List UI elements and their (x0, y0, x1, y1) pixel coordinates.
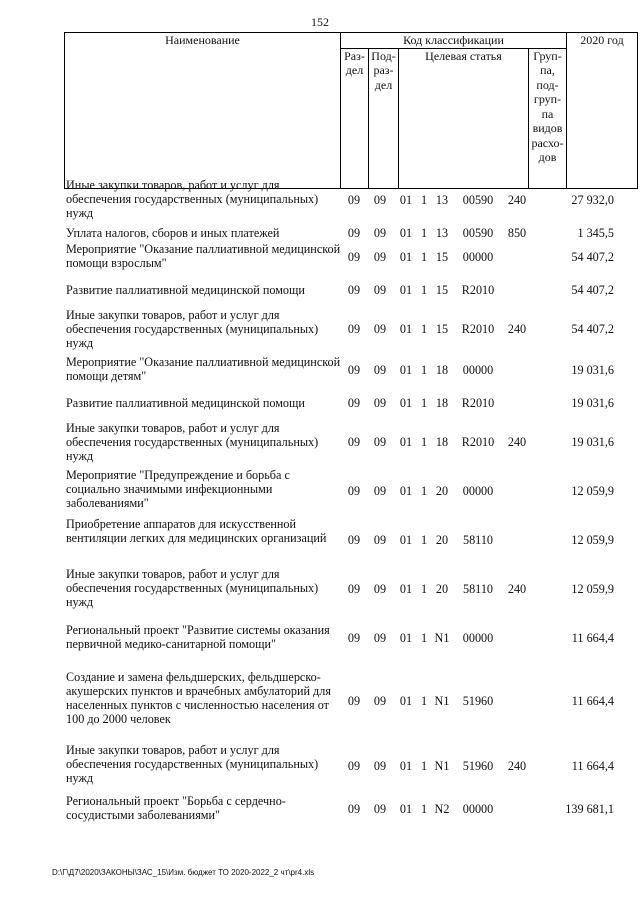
row-value: 19 031,6 (571, 363, 614, 377)
row-name: Уплата налогов, сборов и иных платежей (66, 226, 280, 240)
row-subsection: 09 (373, 484, 387, 498)
row-subsection: 09 (373, 226, 387, 240)
row-subsection: 09 (373, 435, 387, 449)
header-group: Груп- па, под- груп- па видов расхо- дов (529, 48, 567, 188)
row-subsection: 09 (373, 250, 387, 264)
row-code-1: 01 (399, 363, 413, 377)
row-section: 09 (347, 435, 361, 449)
row-value: 12 059,9 (571, 533, 614, 547)
row-subsection: 09 (373, 582, 387, 596)
header-subsection: Под- раз- дел (369, 48, 399, 188)
row-code-2: 1 (420, 363, 428, 377)
row-expense-type: 240 (507, 322, 527, 336)
row-code-3: 13 (435, 226, 449, 240)
row-name: Иные закупки товаров, работ и услуг для обеспечения государственных (муниципальных) нужд (66, 308, 319, 350)
row-subsection: 09 (373, 533, 387, 547)
row-name: Мероприятие "Оказание паллиативной медицинской помощи детям" (66, 355, 341, 383)
row-code-3: 20 (435, 484, 449, 498)
row-value: 54 407,2 (571, 283, 614, 297)
page-number: 152 (311, 15, 329, 29)
row-expense-type: 240 (507, 582, 527, 596)
row-code-1: 01 (399, 694, 413, 708)
row-code-1: 01 (399, 322, 413, 336)
row-value: 27 932,0 (571, 193, 614, 207)
row-value: 11 664,4 (571, 759, 614, 773)
row-expense-type: 850 (507, 226, 527, 240)
row-code-4: R2010 (461, 396, 495, 410)
row-subsection: 09 (373, 631, 387, 645)
row-name: Иные закупки товаров, работ и услуг для обеспечения государственных (муниципальных) нужд (66, 567, 319, 609)
row-section: 09 (347, 582, 361, 596)
header-section: Раз- дел (341, 48, 369, 188)
row-code-3: N1 (434, 759, 450, 773)
row-code-1: 01 (399, 484, 413, 498)
row-name: Развитие паллиативной медицинской помощи (66, 396, 305, 410)
row-expense-type: 240 (507, 759, 527, 773)
header-name: Наименование (65, 33, 341, 189)
row-code-4: R2010 (461, 435, 495, 449)
row-code-2: 1 (420, 250, 428, 264)
row-code-4: 00000 (462, 802, 494, 816)
row-value: 54 407,2 (571, 322, 614, 336)
row-code-4: 00590 (462, 226, 494, 240)
header-classification: Код классификации (341, 33, 567, 49)
row-code-2: 1 (420, 396, 428, 410)
row-expense-type: 240 (507, 435, 527, 449)
row-code-3: 18 (435, 396, 449, 410)
row-code-3: 18 (435, 435, 449, 449)
row-name: Иные закупки товаров, работ и услуг для обеспечения государственных (муниципальных) нужд (66, 178, 319, 220)
row-code-3: N2 (434, 802, 450, 816)
row-code-2: 1 (420, 533, 428, 547)
row-section: 09 (347, 322, 361, 336)
row-code-4: 51960 (462, 759, 494, 773)
row-code-2: 1 (420, 582, 428, 596)
header-year: 2020 год (567, 33, 638, 189)
row-code-4: 00000 (462, 631, 494, 645)
row-code-4: 00000 (462, 250, 494, 264)
row-code-4: R2010 (461, 283, 495, 297)
row-name: Иные закупки товаров, работ и услуг для обеспечения государственных (муниципальных) нужд (66, 421, 319, 463)
row-subsection: 09 (373, 363, 387, 377)
row-code-1: 01 (399, 250, 413, 264)
row-section: 09 (347, 396, 361, 410)
row-subsection: 09 (373, 694, 387, 708)
row-value: 12 059,9 (571, 484, 614, 498)
row-code-2: 1 (420, 802, 428, 816)
row-subsection: 09 (373, 283, 387, 297)
row-name: Развитие паллиативной медицинской помощи (66, 283, 305, 297)
row-subsection: 09 (373, 193, 387, 207)
row-name: Приобретение аппаратов для искусственной вентиляции легких для медицинских организаций (66, 517, 327, 545)
row-expense-type: 240 (507, 193, 527, 207)
row-code-3: N1 (434, 694, 450, 708)
row-code-1: 01 (399, 631, 413, 645)
row-subsection: 09 (373, 802, 387, 816)
row-code-1: 01 (399, 396, 413, 410)
row-value: 11 664,4 (571, 694, 614, 708)
row-name: Иные закупки товаров, работ и услуг для обеспечения государственных (муниципальных) нужд (66, 743, 319, 785)
row-code-2: 1 (420, 283, 428, 297)
row-code-2: 1 (420, 435, 428, 449)
row-code-1: 01 (399, 193, 413, 207)
row-name: Создание и замена фельдшерских, фельдшерско-акушерских пунктов и врачебных амбулаторий для населенных пунктов с численностью населения от 100 до 2000 человек (66, 670, 331, 726)
row-name: Мероприятие "Предупреждение и борьба с социально значимыми инфекционными заболеваниями" (66, 468, 290, 510)
row-code-2: 1 (420, 631, 428, 645)
row-value: 139 681,1 (565, 802, 614, 816)
row-code-3: 20 (435, 582, 449, 596)
row-code-1: 01 (399, 226, 413, 240)
row-code-1: 01 (399, 582, 413, 596)
row-code-1: 01 (399, 533, 413, 547)
row-code-3: 13 (435, 193, 449, 207)
row-section: 09 (347, 193, 361, 207)
row-value: 1 345,5 (577, 226, 614, 240)
row-code-2: 1 (420, 322, 428, 336)
row-code-4: 58110 (462, 533, 494, 547)
row-code-2: 1 (420, 694, 428, 708)
row-code-4: 00590 (462, 193, 494, 207)
row-code-1: 01 (399, 283, 413, 297)
row-value: 19 031,6 (571, 396, 614, 410)
row-value: 54 407,2 (571, 250, 614, 264)
row-value: 19 031,6 (571, 435, 614, 449)
row-section: 09 (347, 533, 361, 547)
row-code-2: 1 (420, 484, 428, 498)
row-section: 09 (347, 363, 361, 377)
row-code-3: 15 (435, 250, 449, 264)
row-code-1: 01 (399, 802, 413, 816)
row-section: 09 (347, 250, 361, 264)
row-code-2: 1 (420, 226, 428, 240)
row-section: 09 (347, 694, 361, 708)
row-subsection: 09 (373, 759, 387, 773)
row-section: 09 (347, 759, 361, 773)
row-name: Региональный проект "Борьба с сердечно-сосудистыми заболеваниями" (66, 794, 286, 822)
row-section: 09 (347, 283, 361, 297)
row-subsection: 09 (373, 322, 387, 336)
row-section: 09 (347, 226, 361, 240)
row-section: 09 (347, 484, 361, 498)
row-section: 09 (347, 631, 361, 645)
row-code-2: 1 (420, 193, 428, 207)
row-code-3: 15 (435, 283, 449, 297)
row-code-1: 01 (399, 759, 413, 773)
row-name: Региональный проект "Развитие системы оказания первичной медико-санитарной помощи" (66, 623, 330, 651)
row-code-3: 20 (435, 533, 449, 547)
row-code-4: 00000 (462, 484, 494, 498)
row-code-4: 58110 (462, 582, 494, 596)
row-code-1: 01 (399, 435, 413, 449)
row-name: Мероприятие "Оказание паллиативной медицинской помощи взрослым" (66, 242, 341, 270)
row-code-3: 18 (435, 363, 449, 377)
table-header (64, 32, 638, 189)
row-code-4: 51960 (462, 694, 494, 708)
row-code-3: N1 (434, 631, 450, 645)
row-code-4: R2010 (461, 322, 495, 336)
header-target: Целевая статья (399, 48, 529, 188)
row-code-3: 15 (435, 322, 449, 336)
row-code-4: 00000 (462, 363, 494, 377)
row-section: 09 (347, 802, 361, 816)
row-value: 11 664,4 (571, 631, 614, 645)
row-code-2: 1 (420, 759, 428, 773)
footer-file-path: D:\Г\Д7\2020\ЗАКОНЫ\ЗАС_15\Изм. бюджет ТО 2020-2022_2 чт\pr4.xls (52, 868, 315, 877)
row-value: 12 059,9 (571, 582, 614, 596)
row-subsection: 09 (373, 396, 387, 410)
